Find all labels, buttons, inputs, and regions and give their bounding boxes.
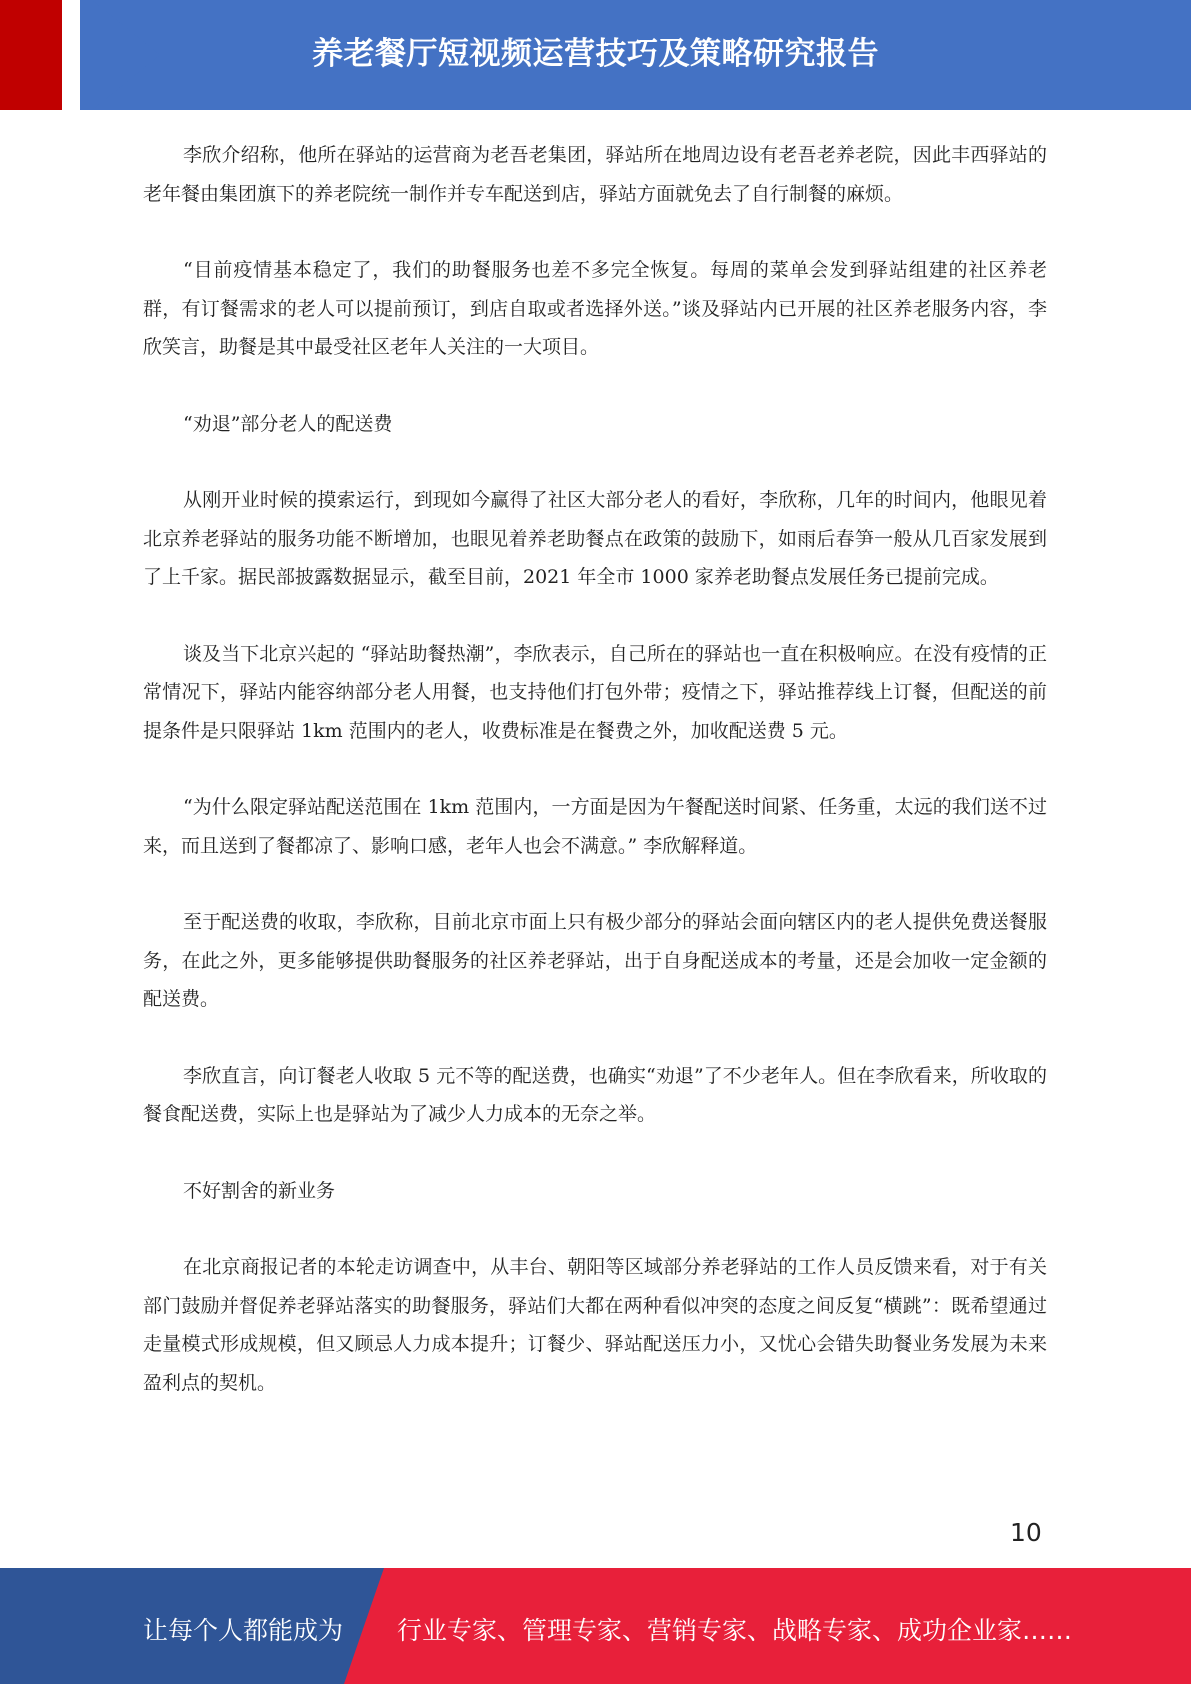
page-header	[0, 0, 1191, 110]
paragraph: 至于配送费的收取，李欣称，目前北京市面上只有极少部分的驿站会面向辖区内的老人提供免费送餐服务，在此之外，更多能够提供助餐服务的社区养老驿站，出于自身配送成本的考量，还是会加收一定金额的配送费。	[143, 911, 1047, 1010]
section-subheading: 不好割舍的新业务	[183, 1179, 336, 1202]
paragraph: 李欣直言，向订餐老人收取 5 元不等的配送费，也确实“劝退”了不少老年人。但在李欣看来，所收取的餐食配送费，实际上也是驿站为了减少人力成本的无奈之举。	[143, 1064, 1047, 1125]
page-number: 10	[1010, 1518, 1042, 1547]
paragraph: “为什么限定驿站配送范围在 1km 范围内，一方面是因为午餐配送时间紧、任务重，太远的我们送不过来，而且送到了餐都凉了、影响口感，老年人也会不满意。” 李欣解释道。	[143, 796, 1047, 857]
document-title: 养老餐厅短视频运营技巧及策略研究报告	[312, 36, 879, 72]
paragraph: 在北京商报记者的本轮走访调查中，从丰台、朝阳等区域部分养老驿站的工作人员反馈来看，对于有关部门鼓励并督促养老驿站落实的助餐服务，驿站们大都在两种看似冲突的态度之间反复“横跳”：既希望通过走量模式形成规模，但又顾忌人力成本提升；订餐少、驿站配送压力小，又忧心会错失助餐业务发展为未来盈利点的契机。	[143, 1256, 1047, 1394]
footer-slogan-left: 让每个人都能成为	[143, 1616, 344, 1645]
page-footer	[0, 1568, 1191, 1684]
section-subheading: “劝退”部分老人的配送费	[183, 412, 393, 435]
paragraph: 谈及当下北京兴起的 “驿站助餐热潮”，李欣表示，自己所在的驿站也一直在积极响应。在没有疫情的正常情况下，驿站内能容纳部分老人用餐，也支持他们打包外带；疫情之下，驿站推荐线上订餐，但配送的前提条件是只限驿站 1km 范围内的老人，收费标准是在餐费之外，加收配送费 5 元。	[143, 642, 1047, 742]
article-body	[143, 136, 1047, 1440]
paragraph: “目前疫情基本稳定了，我们的助餐服务也差不多完全恢复。每周的菜单会发到驿站组建的社区养老群，有订餐需求的老人可以提前预订，到店自取或者选择外送。”谈及驿站内已开展的社区养老服务内容，李欣笑言，助餐是其中最受社区老年人关注的一大项目。	[143, 259, 1047, 358]
paragraph: 李欣介绍称，他所在驿站的运营商为老吾老集团，驿站所在地周边设有老吾老养老院，因此丰西驿站的老年餐由集团旗下的养老院统一制作并专车配送到店，驿站方面就免去了自行制餐的麻烦。	[143, 144, 1047, 205]
paragraph: 从刚开业时候的摸索运行，到现如今赢得了社区大部分老人的看好，李欣称，几年的时间内，他眼见着北京养老驿站的服务功能不断增加，也眼见着养老助餐点在政策的鼓励下，如雨后春笋一般从几百家发展到了上千家。据民部披露数据显示，截至目前，2021 年全市 1000 家养老助餐点发展任务已提前完成。	[143, 489, 1047, 588]
footer-slogan-right: 行业专家、管理专家、营销专家、战略专家、成功企业家……	[397, 1616, 1073, 1645]
